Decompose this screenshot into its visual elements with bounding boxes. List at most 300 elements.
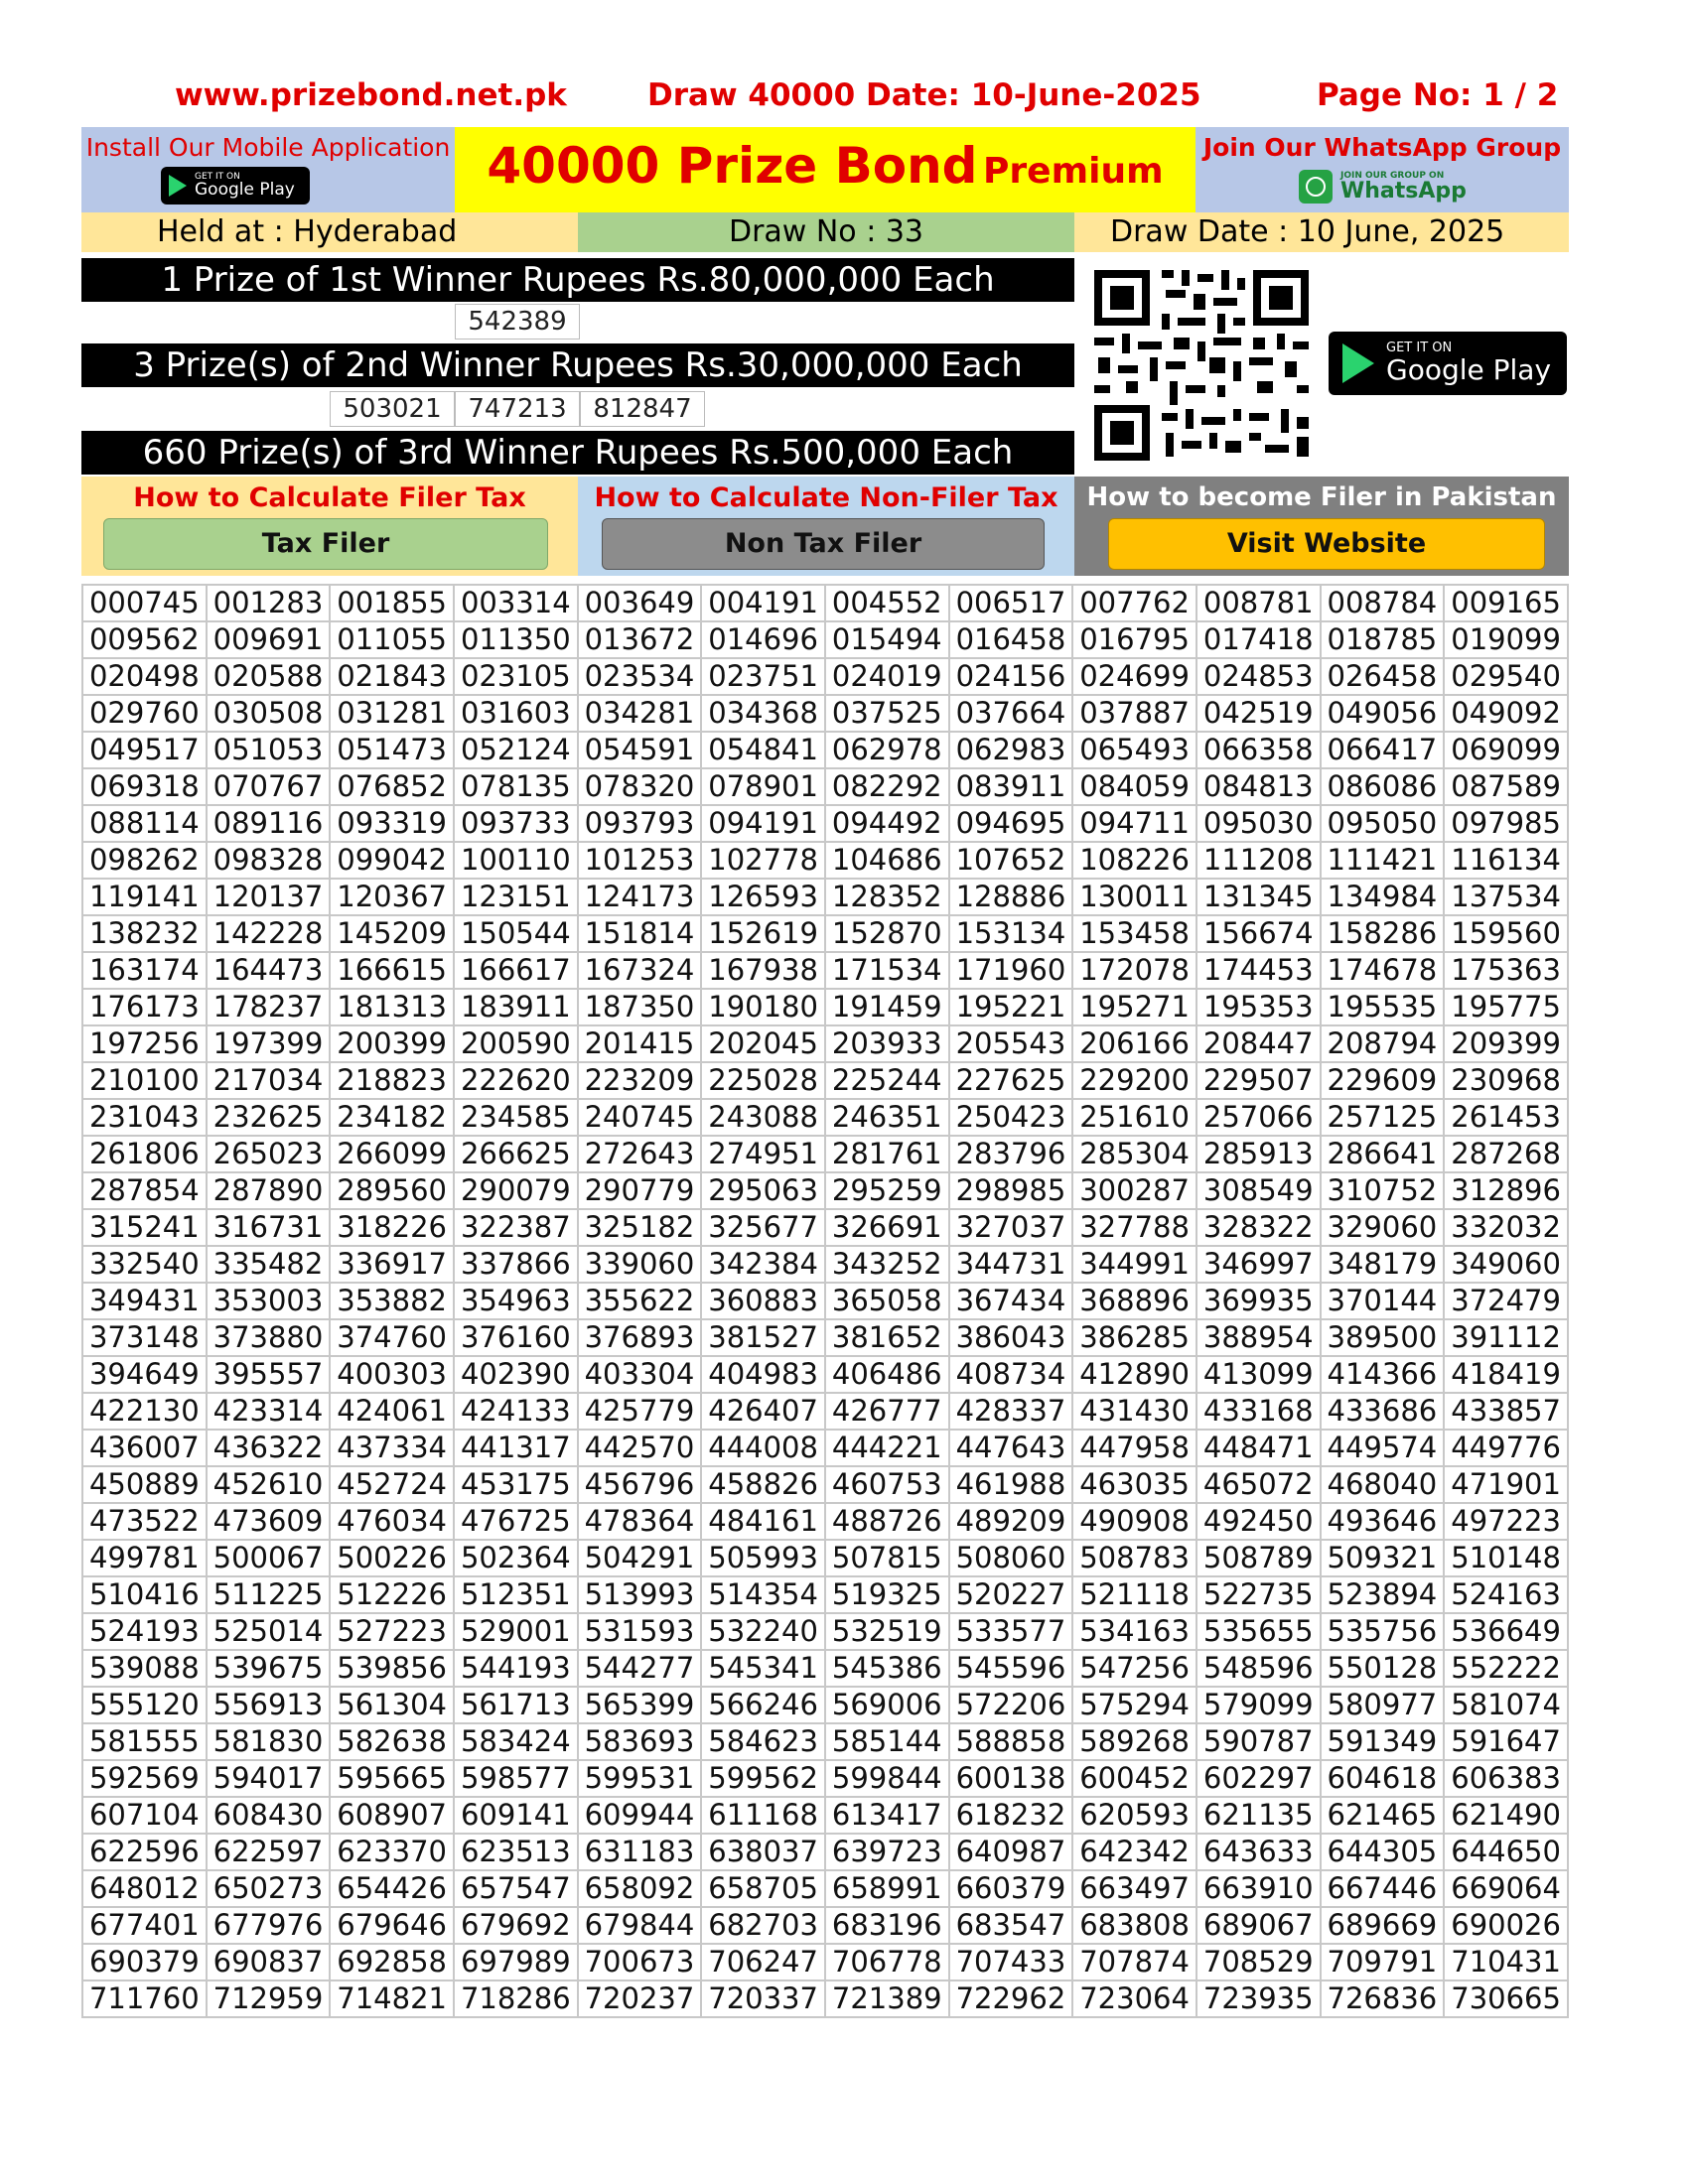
prize-number-cell: 004191	[701, 585, 825, 621]
prize-number-cell: 525014	[207, 1613, 331, 1650]
prize-number-cell: 355622	[578, 1283, 702, 1319]
prize-number-cell: 257066	[1196, 1099, 1321, 1136]
prize-number-cell: 700673	[578, 1944, 702, 1980]
prize-number-cell: 250423	[949, 1099, 1073, 1136]
prize-number-cell: 711760	[82, 1980, 207, 2017]
prize-number-cell: 426407	[701, 1393, 825, 1430]
prize-number-cell: 034368	[701, 695, 825, 732]
prize-number-cell: 095030	[1196, 805, 1321, 842]
second-prize-number: 503021	[330, 391, 455, 427]
prize-number-cell: 083911	[949, 768, 1073, 805]
prize-number-cell: 174453	[1196, 952, 1321, 989]
prize-number-cell: 391112	[1444, 1319, 1568, 1356]
non-tax-filer-button[interactable]: Non Tax Filer	[602, 518, 1045, 570]
prize-number-cell: 008781	[1196, 585, 1321, 621]
prize-number-cell: 327788	[1072, 1209, 1196, 1246]
prize-number-cell: 386043	[949, 1319, 1073, 1356]
prize-number-cell: 243088	[701, 1099, 825, 1136]
prize-number-cell: 274951	[701, 1136, 825, 1172]
prize-number-cell: 020588	[207, 658, 331, 695]
prize-number-cell: 372479	[1444, 1283, 1568, 1319]
prize-number-cell: 499781	[82, 1540, 207, 1576]
prize-number-cell: 602297	[1196, 1760, 1321, 1797]
prize-number-cell: 123151	[454, 879, 578, 915]
prize-number-cell: 310752	[1321, 1172, 1445, 1209]
prize-number-cell: 539088	[82, 1650, 207, 1687]
prize-number-cell: 029760	[82, 695, 207, 732]
prize-number-cell: 195221	[949, 989, 1073, 1025]
prize-number-cell: 142228	[207, 915, 331, 952]
prize-number-cell: 453175	[454, 1466, 578, 1503]
prize-number-cell: 069318	[82, 768, 207, 805]
prize-number-cell: 591349	[1321, 1723, 1445, 1760]
prize-number-cell: 442570	[578, 1430, 702, 1466]
table-row	[82, 1099, 1568, 1136]
prize-number-cell: 370144	[1321, 1283, 1445, 1319]
prize-number-cell: 448471	[1196, 1430, 1321, 1466]
prize-number-cell: 229507	[1196, 1062, 1321, 1099]
prize-number-cell: 471901	[1444, 1466, 1568, 1503]
prize-number-cell: 017418	[1196, 621, 1321, 658]
prize-number-cell: 295259	[825, 1172, 949, 1209]
prize-number-cell: 003314	[454, 585, 578, 621]
prize-number-cell: 200590	[454, 1025, 578, 1062]
prize-number-cell: 623513	[454, 1834, 578, 1870]
prize-number-cell: 473522	[82, 1503, 207, 1540]
prize-number-cell: 431430	[1072, 1393, 1196, 1430]
badge-small-text: GET IT ON	[1386, 341, 1453, 356]
table-row	[82, 1797, 1568, 1834]
table-row	[82, 1430, 1568, 1466]
website-link[interactable]: www.prizebond.net.pk	[175, 77, 567, 113]
prize-number-cell: 166615	[330, 952, 454, 989]
prize-number-cell: 520227	[949, 1576, 1073, 1613]
prize-number-cell: 422130	[82, 1393, 207, 1430]
prize-number-cell: 000745	[82, 585, 207, 621]
prize-number-cell: 205543	[949, 1025, 1073, 1062]
prize-number-cell: 054591	[578, 732, 702, 768]
prize-number-cell: 232625	[207, 1099, 331, 1136]
prize-number-cell: 209399	[1444, 1025, 1568, 1062]
prize-number-cell: 508789	[1196, 1540, 1321, 1576]
prize-number-cell: 508783	[1072, 1540, 1196, 1576]
prize-number-cell: 290779	[578, 1172, 702, 1209]
page-title: 40000 Prize Bond	[487, 137, 978, 195]
prize-number-cell: 606383	[1444, 1760, 1568, 1797]
prize-number-cell: 621135	[1196, 1797, 1321, 1834]
install-app-panel	[81, 127, 455, 212]
prize-number-cell: 037525	[825, 695, 949, 732]
prize-number-cell: 203933	[825, 1025, 949, 1062]
prize-number-cell: 261806	[82, 1136, 207, 1172]
table-row	[82, 1246, 1568, 1283]
prize-number-cell: 565399	[578, 1687, 702, 1723]
prize-number-cell: 488726	[825, 1503, 949, 1540]
prize-number-cell: 555120	[82, 1687, 207, 1723]
prize-number-cell: 508060	[949, 1540, 1073, 1576]
prize-number-cell: 145209	[330, 915, 454, 952]
prize-number-cell: 403304	[578, 1356, 702, 1393]
prize-number-cell: 707874	[1072, 1944, 1196, 1980]
prize-number-cell: 230968	[1444, 1062, 1568, 1099]
prize-number-cell: 667446	[1321, 1870, 1445, 1907]
prize-number-cell: 009691	[207, 621, 331, 658]
prize-number-cell: 014696	[701, 621, 825, 658]
prize-number-cell: 158286	[1321, 915, 1445, 952]
prize-number-cell: 266625	[454, 1136, 578, 1172]
prize-number-cell: 295063	[701, 1172, 825, 1209]
prize-number-cell: 585144	[825, 1723, 949, 1760]
prize-number-cell: 613417	[825, 1797, 949, 1834]
badge-big-text: Google Play	[1386, 353, 1552, 387]
prize-number-cell: 524193	[82, 1613, 207, 1650]
prize-number-cell: 500067	[207, 1540, 331, 1576]
prize-number-cell: 510416	[82, 1576, 207, 1613]
prize-number-cell: 316731	[207, 1209, 331, 1246]
prize-number-cell: 013672	[578, 621, 702, 658]
prize-number-cell: 712959	[207, 1980, 331, 2017]
google-play-badge[interactable]	[161, 167, 310, 205]
nonfiler-tax-panel	[578, 477, 1074, 576]
first-prize-bar: 1 Prize of 1st Winner Rupees Rs.80,000,000 Each	[81, 258, 1074, 302]
tax-row	[81, 477, 1569, 576]
prize-number-cell: 476034	[330, 1503, 454, 1540]
prize-number-cell: 322387	[454, 1209, 578, 1246]
premium-label: Premium	[983, 151, 1164, 192]
prize-number-cell: 683547	[949, 1907, 1073, 1944]
prize-number-cell: 265023	[207, 1136, 331, 1172]
prize-number-cell: 024156	[949, 658, 1073, 695]
prize-number-cell: 723935	[1196, 1980, 1321, 2017]
prize-number-cell: 584623	[701, 1723, 825, 1760]
prize-number-cell: 510148	[1444, 1540, 1568, 1576]
prize-number-cell: 102778	[701, 842, 825, 879]
prize-number-cell: 433168	[1196, 1393, 1321, 1430]
prize-number-cell: 138232	[82, 915, 207, 952]
prize-number-cell: 210100	[82, 1062, 207, 1099]
play-store-icon	[169, 175, 187, 197]
prize-number-cell: 354963	[454, 1283, 578, 1319]
prize-number-cell: 682703	[701, 1907, 825, 1944]
prize-number-cell: 539675	[207, 1650, 331, 1687]
prize-number-cell: 153458	[1072, 915, 1196, 952]
prize-number-cell: 339060	[578, 1246, 702, 1283]
prize-number-cell: 690837	[207, 1944, 331, 1980]
second-prize-number: 747213	[455, 391, 580, 427]
prize-number-cell: 178237	[207, 989, 331, 1025]
tax-filer-button[interactable]: Tax Filer	[103, 518, 548, 570]
prize-number-cell: 539856	[330, 1650, 454, 1687]
prize-number-cell: 507815	[825, 1540, 949, 1576]
visit-website-button[interactable]: Visit Website	[1108, 518, 1545, 570]
prize-number-cell: 325182	[578, 1209, 702, 1246]
prize-number-cell: 286641	[1321, 1136, 1445, 1172]
prize-number-cell: 658092	[578, 1870, 702, 1907]
prize-number-cell: 468040	[1321, 1466, 1445, 1503]
prize-number-cell: 234585	[454, 1099, 578, 1136]
info-row	[81, 212, 1569, 252]
prize-number-cell: 548596	[1196, 1650, 1321, 1687]
prize-number-cell: 621490	[1444, 1797, 1568, 1834]
prize-number-cell: 289560	[330, 1172, 454, 1209]
prize-number-cell: 414366	[1321, 1356, 1445, 1393]
table-row	[82, 1466, 1568, 1503]
qr-code[interactable]	[1090, 266, 1313, 465]
install-app-text: Install Our Mobile Application	[85, 133, 451, 162]
prize-number-cell: 163174	[82, 952, 207, 989]
prize-number-cell: 011055	[330, 621, 454, 658]
prize-number-cell: 042519	[1196, 695, 1321, 732]
prize-number-cell: 024019	[825, 658, 949, 695]
whatsapp-badge[interactable]	[1299, 167, 1487, 206]
prize-number-cell: 100110	[454, 842, 578, 879]
prize-number-cell: 689669	[1321, 1907, 1445, 1944]
prize-number-cell: 093319	[330, 805, 454, 842]
prize-number-cell: 456796	[578, 1466, 702, 1503]
prize-number-cell: 344991	[1072, 1246, 1196, 1283]
prize-number-cell: 368896	[1072, 1283, 1196, 1319]
prize-number-cell: 550128	[1321, 1650, 1445, 1687]
prize-number-cell: 721389	[825, 1980, 949, 2017]
prize-number-cell: 660379	[949, 1870, 1073, 1907]
prize-number-cell: 098328	[207, 842, 331, 879]
prize-number-cell: 376893	[578, 1319, 702, 1356]
prize-number-cell: 202045	[701, 1025, 825, 1062]
prize-number-cell: 592569	[82, 1760, 207, 1797]
prize-number-cell: 591647	[1444, 1723, 1568, 1760]
page-number: Page No: 1 / 2	[1317, 77, 1559, 113]
table-row	[82, 1393, 1568, 1430]
badge-small-text: JOIN OUR GROUP ON	[1340, 170, 1445, 181]
prize-number-cell: 137534	[1444, 879, 1568, 915]
prize-number-cell: 569006	[825, 1687, 949, 1723]
prize-number-cell: 078320	[578, 768, 702, 805]
prize-number-cell: 722962	[949, 1980, 1073, 2017]
prize-number-cell: 406486	[825, 1356, 949, 1393]
prize-number-cell: 644305	[1321, 1834, 1445, 1870]
prize-number-cell: 460753	[825, 1466, 949, 1503]
prize-number-cell: 171960	[949, 952, 1073, 989]
prize-number-cell: 679646	[330, 1907, 454, 1944]
prize-number-cell: 723064	[1072, 1980, 1196, 2017]
prize-number-cell: 608430	[207, 1797, 331, 1834]
prize-number-cell: 119141	[82, 879, 207, 915]
prize-number-cell: 718286	[454, 1980, 578, 2017]
second-prize-number: 812847	[580, 391, 705, 427]
prize-number-cell: 167938	[701, 952, 825, 989]
prize-number-cell: 283796	[949, 1136, 1073, 1172]
prize-number-cell: 088114	[82, 805, 207, 842]
prize-number-cell: 217034	[207, 1062, 331, 1099]
prize-number-cell: 037664	[949, 695, 1073, 732]
top-line	[0, 69, 1688, 119]
prize-number-cell: 246351	[825, 1099, 949, 1136]
prize-number-cell: 447643	[949, 1430, 1073, 1466]
prize-number-cell: 683808	[1072, 1907, 1196, 1944]
prize-number-cell: 120137	[207, 879, 331, 915]
prize-number-cell: 484161	[701, 1503, 825, 1540]
prize-number-cell: 257125	[1321, 1099, 1445, 1136]
prize-number-cell: 426777	[825, 1393, 949, 1430]
prize-number-cell: 663910	[1196, 1870, 1321, 1907]
winning-numbers-grid	[81, 584, 1569, 2018]
prize-number-cell: 556913	[207, 1687, 331, 1723]
prize-number-cell: 424061	[330, 1393, 454, 1430]
prize-number-cell: 677976	[207, 1907, 331, 1944]
badge-small-text: GET IT ON	[195, 172, 240, 182]
prize-number-cell: 218823	[330, 1062, 454, 1099]
prize-number-cell: 300287	[1072, 1172, 1196, 1209]
table-row	[82, 1172, 1568, 1209]
prize-number-cell: 423314	[207, 1393, 331, 1430]
table-row	[82, 695, 1568, 732]
prize-number-cell: 404983	[701, 1356, 825, 1393]
prize-number-cell: 638037	[701, 1834, 825, 1870]
prize-number-cell: 159560	[1444, 915, 1568, 952]
prize-number-cell: 111421	[1321, 842, 1445, 879]
prize-number-cell: 582638	[330, 1723, 454, 1760]
prize-number-cell: 618232	[949, 1797, 1073, 1834]
prize-number-cell: 095050	[1321, 805, 1445, 842]
prize-number-cell: 604618	[1321, 1760, 1445, 1797]
table-row	[82, 1870, 1568, 1907]
prize-number-cell: 394649	[82, 1356, 207, 1393]
prize-number-cell: 669064	[1444, 1870, 1568, 1907]
prize-number-cell: 285304	[1072, 1136, 1196, 1172]
prize-number-cell: 452724	[330, 1466, 454, 1503]
prize-number-cell: 444008	[701, 1430, 825, 1466]
prize-number-cell: 049056	[1321, 695, 1445, 732]
prize-number-cell: 315241	[82, 1209, 207, 1246]
prize-number-cell: 444221	[825, 1430, 949, 1466]
title-panel	[455, 127, 1196, 212]
prize-number-cell: 337866	[454, 1246, 578, 1283]
prize-number-cell: 535655	[1196, 1613, 1321, 1650]
prize-number-cell: 318226	[330, 1209, 454, 1246]
table-row	[82, 1062, 1568, 1099]
nonfiler-tax-title: How to Calculate Non-Filer Tax	[594, 482, 1058, 513]
prize-number-cell: 648012	[82, 1870, 207, 1907]
prize-number-cell: 171534	[825, 952, 949, 989]
prize-number-cell: 174678	[1321, 952, 1445, 989]
prize-number-cell: 572206	[949, 1687, 1073, 1723]
prize-number-cell: 402390	[454, 1356, 578, 1393]
prize-number-cell: 287268	[1444, 1136, 1568, 1172]
prize-number-cell: 433686	[1321, 1393, 1445, 1430]
prize-number-cell: 231043	[82, 1099, 207, 1136]
prize-number-cell: 599562	[701, 1760, 825, 1797]
prize-number-cell: 004552	[825, 585, 949, 621]
prize-number-cell: 552222	[1444, 1650, 1568, 1687]
prize-number-cell: 512226	[330, 1576, 454, 1613]
prize-number-cell: 450889	[82, 1466, 207, 1503]
table-row	[82, 1760, 1568, 1797]
prize-number-cell: 016795	[1072, 621, 1196, 658]
draw-number: Draw No : 33	[578, 212, 1074, 252]
prize-number-cell: 089116	[207, 805, 331, 842]
prize-number-cell: 599531	[578, 1760, 702, 1797]
prize-number-cell: 709791	[1321, 1944, 1445, 1980]
prize-number-cell: 663497	[1072, 1870, 1196, 1907]
prize-number-cell: 452610	[207, 1466, 331, 1503]
whatsapp-join-text: Join Our WhatsApp Group	[1202, 133, 1562, 162]
prize-number-cell: 353882	[330, 1283, 454, 1319]
prize-number-cell: 531593	[578, 1613, 702, 1650]
badge-big-text: Google Play	[195, 180, 295, 200]
prize-number-cell: 436322	[207, 1430, 331, 1466]
prize-number-cell: 029540	[1444, 658, 1568, 695]
prize-number-cell: 152619	[701, 915, 825, 952]
prize-number-cell: 104686	[825, 842, 949, 879]
prize-number-cell: 581830	[207, 1723, 331, 1760]
prize-number-cell: 018785	[1321, 621, 1445, 658]
prize-number-cell: 008784	[1321, 585, 1445, 621]
prize-number-cell: 195775	[1444, 989, 1568, 1025]
prize-number-cell: 360883	[701, 1283, 825, 1319]
table-row	[82, 1650, 1568, 1687]
prize-number-cell: 126593	[701, 879, 825, 915]
prize-number-cell: 376160	[454, 1319, 578, 1356]
prize-number-cell: 128886	[949, 879, 1073, 915]
prize-number-cell: 015494	[825, 621, 949, 658]
prize-number-cell: 600138	[949, 1760, 1073, 1797]
table-row	[82, 1136, 1568, 1172]
prize-number-cell: 595665	[330, 1760, 454, 1797]
prize-number-cell: 181313	[330, 989, 454, 1025]
prize-number-cell: 225028	[701, 1062, 825, 1099]
prize-number-cell: 547256	[1072, 1650, 1196, 1687]
prize-number-cell: 532519	[825, 1613, 949, 1650]
prize-number-cell: 150544	[454, 915, 578, 952]
prize-number-cell: 069099	[1444, 732, 1568, 768]
prize-number-cell: 023751	[701, 658, 825, 695]
prize-number-cell: 714821	[330, 1980, 454, 2017]
prize-number-cell: 052124	[454, 732, 578, 768]
prize-number-cell: 726836	[1321, 1980, 1445, 2017]
table-row	[82, 621, 1568, 658]
prize-number-cell: 078901	[701, 768, 825, 805]
prize-number-cell: 509321	[1321, 1540, 1445, 1576]
prize-number-cell: 208447	[1196, 1025, 1321, 1062]
prize-number-cell: 049092	[1444, 695, 1568, 732]
prize-number-cell: 599844	[825, 1760, 949, 1797]
side-google-play-badge[interactable]	[1329, 332, 1567, 395]
prize-number-cell: 622596	[82, 1834, 207, 1870]
prize-number-cell: 511225	[207, 1576, 331, 1613]
prize-number-cell: 326691	[825, 1209, 949, 1246]
prize-number-cell: 622597	[207, 1834, 331, 1870]
prize-number-cell: 094492	[825, 805, 949, 842]
table-row	[82, 1209, 1568, 1246]
prize-number-cell: 227625	[949, 1062, 1073, 1099]
prize-number-cell: 001855	[330, 585, 454, 621]
prize-number-cell: 197399	[207, 1025, 331, 1062]
prize-number-cell: 658991	[825, 1870, 949, 1907]
table-row	[82, 1723, 1568, 1760]
prize-number-cell: 544277	[578, 1650, 702, 1687]
prize-number-cell: 343252	[825, 1246, 949, 1283]
prize-number-cell: 327037	[949, 1209, 1073, 1246]
prize-number-cell: 590787	[1196, 1723, 1321, 1760]
prize-number-cell: 066358	[1196, 732, 1321, 768]
prize-number-cell: 325677	[701, 1209, 825, 1246]
table-row	[82, 1283, 1568, 1319]
prize-number-cell: 461988	[949, 1466, 1073, 1503]
prize-number-cell: 019099	[1444, 621, 1568, 658]
draw-title: Draw 40000 Date: 10-June-2025	[647, 77, 1201, 113]
prize-number-cell: 349060	[1444, 1246, 1568, 1283]
prize-number-cell: 458826	[701, 1466, 825, 1503]
